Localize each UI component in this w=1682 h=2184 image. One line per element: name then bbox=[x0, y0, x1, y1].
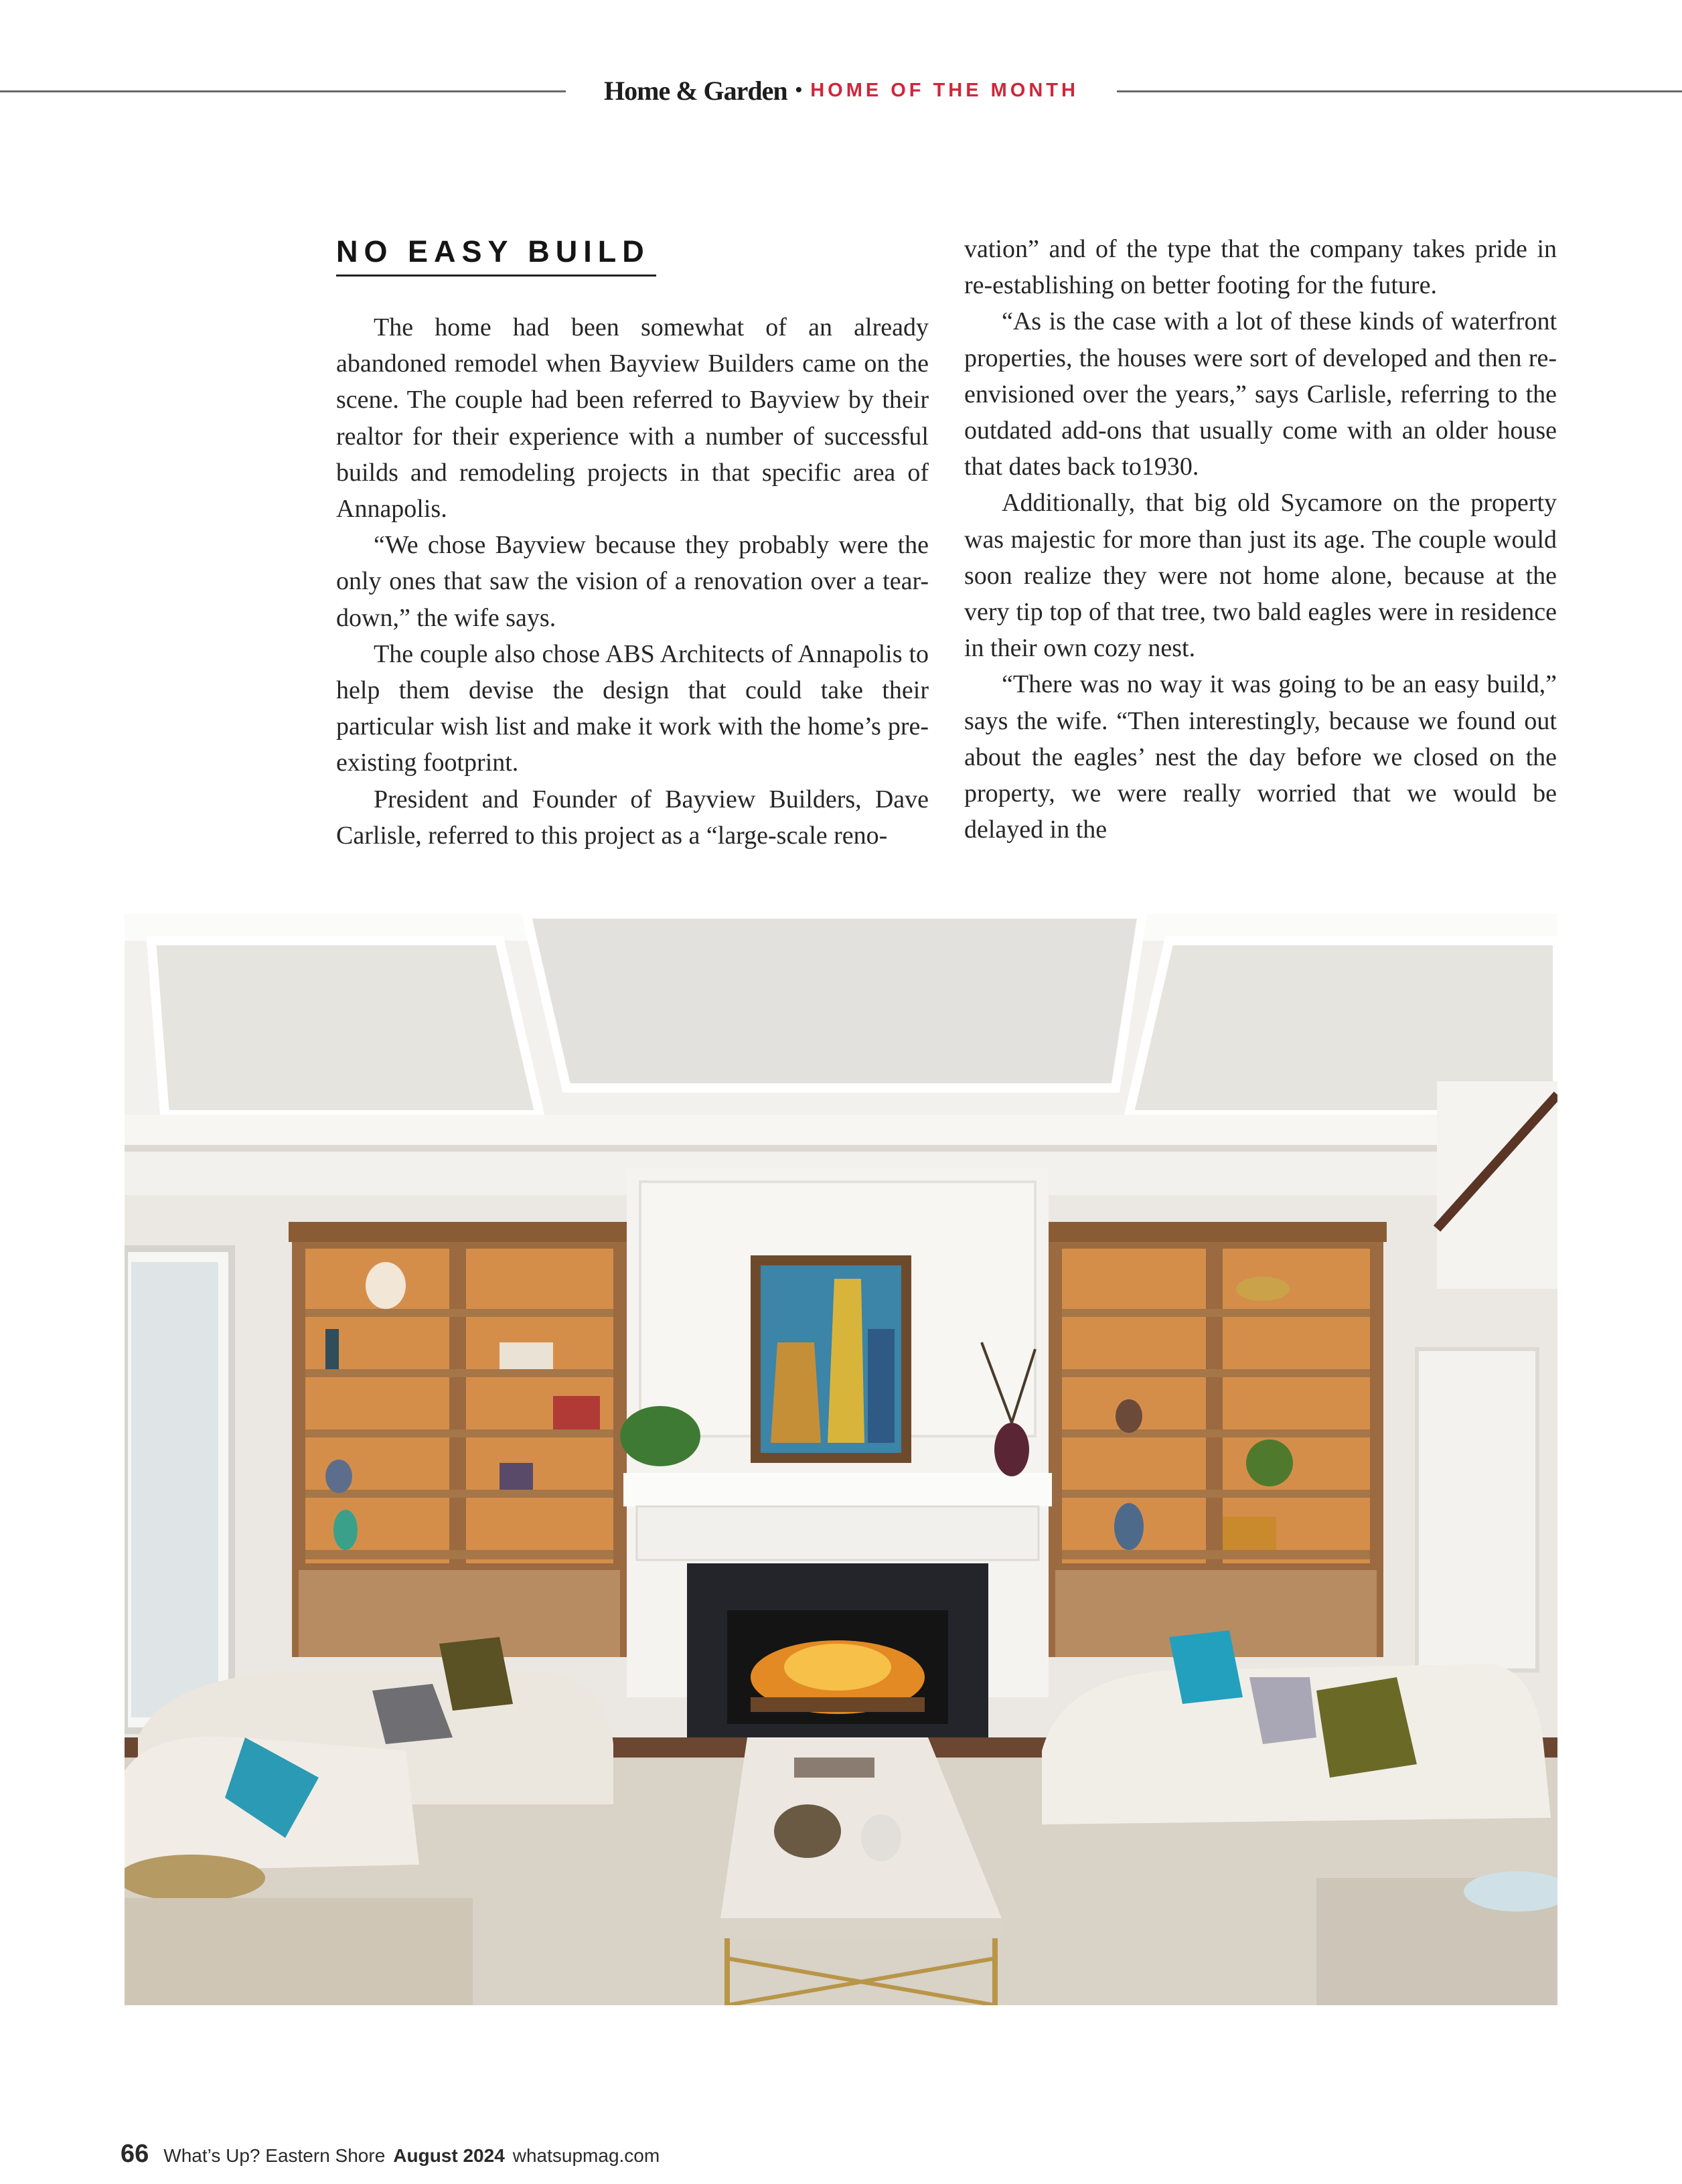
magazine-name: What’s Up? Eastern Shore bbox=[163, 2145, 386, 2166]
article-column-left bbox=[336, 309, 929, 854]
paragraph: “We chose Bayview because they probably were the only ones that saw the vision of a renovation over a tear-down,” the wife says. bbox=[336, 531, 929, 632]
paragraph: vation” and of the type that the company takes pride in re-establishing on better footing for the future. bbox=[964, 235, 1557, 300]
paragraph: “There was no way it was going to be an easy build,” says the wife. “Then interestingly, because we found out about the eagles’ nest the day before we closed on the property, we were really worried that we would be delayed in the bbox=[964, 670, 1557, 844]
magazine-url: whatsupmag.com bbox=[512, 2145, 660, 2166]
header-rule-right bbox=[1117, 90, 1682, 92]
page-number: 66 bbox=[121, 2140, 149, 2168]
header-rule-left bbox=[0, 90, 566, 92]
header-separator: • bbox=[795, 79, 803, 101]
section-title: NO EASY BUILD bbox=[336, 234, 650, 268]
page-footer bbox=[121, 2140, 660, 2169]
living-room-photo bbox=[125, 914, 1557, 2005]
paragraph: Additionally, that big old Sycamore on the property was majestic for more than just its age. The couple would soon realize they were not home alone, because at the very tip top of that tree, two bald eagles were in residence in their own cozy nest. bbox=[964, 489, 1557, 663]
paragraph: The couple also chose ABS Architects of Annapolis to help them devise the design that could take their particular wish list and make it work with the home’s pre-existing footprint. bbox=[336, 639, 929, 777]
issue-date: August 2024 bbox=[393, 2145, 505, 2166]
section-title-underline bbox=[336, 275, 656, 277]
header-section: HOME OF THE MONTH bbox=[810, 79, 1079, 101]
paragraph: “As is the case with a lot of these kinds of waterfront properties, the houses were sort of developed and then re-envisioned over the years,” says Carlisle, referring to the outdated add-ons that usually come with an older house that dates back to1930. bbox=[964, 307, 1557, 481]
paragraph: The home had been somewhat of an already abandoned remodel when Bayview Builders came on the scene. The couple had been referred to Bayview by their realtor for their experience with a number of successful builds and remodeling projects in that specific area of Annapolis. bbox=[336, 313, 929, 524]
header-brand: Home & Garden bbox=[604, 75, 787, 106]
running-header bbox=[566, 67, 1117, 114]
paragraph: President and Founder of Bayview Builders, Dave Carlisle, referred to this project as a “large-scale reno- bbox=[336, 785, 929, 850]
article-column-right bbox=[964, 231, 1557, 848]
